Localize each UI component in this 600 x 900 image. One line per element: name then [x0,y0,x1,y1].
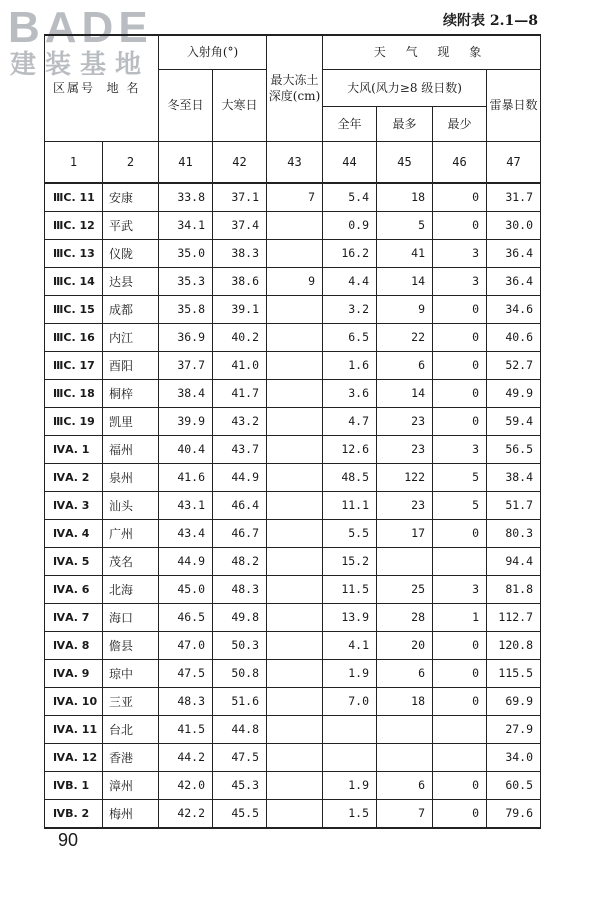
header-district-no: 区属号 [53,81,96,96]
winter-solstice-angle-cell: 45.0 [159,575,213,603]
winter-solstice-angle-cell: 35.3 [159,267,213,295]
gale-least-cell: 0 [433,631,487,659]
great-cold-angle-cell: 49.8 [213,603,267,631]
frost-depth-cell [267,603,323,631]
frost-depth-cell [267,295,323,323]
gale-annual-cell: 12.6 [323,435,377,463]
header-great-cold: 大寒日 [213,69,267,141]
winter-solstice-angle-cell: 47.5 [159,659,213,687]
table-row [45,519,541,547]
gale-least-cell: 0 [433,519,487,547]
place-name-cell: 平武 [103,211,159,239]
great-cold-angle-cell: 41.7 [213,379,267,407]
column-number: 44 [323,141,377,183]
gale-annual-cell: 5.5 [323,519,377,547]
gale-annual-cell: 3.2 [323,295,377,323]
gale-annual-cell [323,743,377,771]
winter-solstice-angle-cell: 40.4 [159,435,213,463]
table-row [45,799,541,828]
gale-least-cell: 0 [433,771,487,799]
column-number: 47 [487,141,541,183]
place-name-cell: 泉州 [103,463,159,491]
frost-depth-cell [267,575,323,603]
table-title: 续附表 2.1—8 [443,13,538,29]
winter-solstice-angle-cell: 41.5 [159,715,213,743]
gale-annual-cell: 5.4 [323,183,377,212]
header-weather: 天 气 现 象 [323,35,541,69]
gale-annual-cell: 0.9 [323,211,377,239]
winter-solstice-angle-cell: 37.7 [159,351,213,379]
district-code-cell: ⅢC. 14 [45,267,103,295]
gale-least-cell: 0 [433,799,487,828]
gale-least-cell: 5 [433,463,487,491]
gale-least-cell [433,715,487,743]
gale-most-cell: 9 [377,295,433,323]
great-cold-angle-cell: 44.9 [213,463,267,491]
header-thunder: 雷暴日数 [487,69,541,141]
great-cold-angle-cell: 43.7 [213,435,267,463]
gale-most-cell: 14 [377,267,433,295]
district-code-cell: ⅢC. 15 [45,295,103,323]
column-number: 43 [267,141,323,183]
great-cold-angle-cell: 45.5 [213,799,267,828]
frost-depth-cell [267,547,323,575]
table-row [45,435,541,463]
winter-solstice-angle-cell: 48.3 [159,687,213,715]
frost-depth-cell [267,715,323,743]
table-row [45,491,541,519]
thunder-days-cell: 30.0 [487,211,541,239]
great-cold-angle-cell: 44.8 [213,715,267,743]
district-code-cell: ⅣA. 7 [45,603,103,631]
gale-annual-cell [323,715,377,743]
great-cold-angle-cell: 48.3 [213,575,267,603]
great-cold-angle-cell: 39.1 [213,295,267,323]
district-code-cell: ⅣA. 3 [45,491,103,519]
column-number: 2 [103,141,159,183]
frost-depth-cell [267,631,323,659]
gale-annual-cell: 4.4 [323,267,377,295]
thunder-days-cell: 27.9 [487,715,541,743]
winter-solstice-angle-cell: 33.8 [159,183,213,212]
district-code-cell: ⅢC. 19 [45,407,103,435]
column-number: 41 [159,141,213,183]
table-row [45,183,541,212]
header-place-name: 地 名 [106,81,141,96]
winter-solstice-angle-cell: 42.2 [159,799,213,828]
place-name-cell: 桐梓 [103,379,159,407]
winter-solstice-angle-cell: 42.0 [159,771,213,799]
gale-least-cell: 0 [433,687,487,715]
place-name-cell: 凯里 [103,407,159,435]
district-code-cell: ⅣA. 6 [45,575,103,603]
table-row [45,547,541,575]
place-name-cell: 福州 [103,435,159,463]
district-code-cell: ⅣA. 10 [45,687,103,715]
district-code-cell: ⅣA. 5 [45,547,103,575]
district-code-cell: ⅣB. 2 [45,799,103,828]
gale-most-cell: 25 [377,575,433,603]
great-cold-angle-cell: 46.7 [213,519,267,547]
thunder-days-cell: 49.9 [487,379,541,407]
gale-most-cell: 6 [377,659,433,687]
watermark-brand: BADE [8,3,153,52]
great-cold-angle-cell: 50.3 [213,631,267,659]
column-number: 46 [433,141,487,183]
winter-solstice-angle-cell: 41.6 [159,463,213,491]
table-row [45,743,541,771]
table-row [45,659,541,687]
table-row [45,351,541,379]
page-number: 90 [58,830,79,850]
gale-least-cell: 0 [433,407,487,435]
winter-solstice-angle-cell: 44.2 [159,743,213,771]
gale-annual-cell: 16.2 [323,239,377,267]
thunder-days-cell: 34.0 [487,743,541,771]
district-code-cell: ⅣA. 8 [45,631,103,659]
winter-solstice-angle-cell: 47.0 [159,631,213,659]
district-code-cell: ⅢC. 13 [45,239,103,267]
great-cold-angle-cell: 43.2 [213,407,267,435]
column-number-row [45,141,541,183]
winter-solstice-angle-cell: 38.4 [159,379,213,407]
gale-most-cell [377,547,433,575]
gale-most-cell [377,743,433,771]
winter-solstice-angle-cell: 36.9 [159,323,213,351]
gale-most-cell: 5 [377,211,433,239]
thunder-days-cell: 60.5 [487,771,541,799]
place-name-cell: 梅州 [103,799,159,828]
thunder-days-cell: 115.5 [487,659,541,687]
frost-depth-cell [267,743,323,771]
thunder-days-cell: 36.4 [487,239,541,267]
table-row [45,631,541,659]
thunder-days-cell: 40.6 [487,323,541,351]
place-name-cell: 台北 [103,715,159,743]
thunder-days-cell: 51.7 [487,491,541,519]
gale-least-cell [433,547,487,575]
gale-least-cell: 3 [433,267,487,295]
district-code-cell: ⅢC. 11 [45,183,103,212]
district-code-cell: ⅣA. 12 [45,743,103,771]
gale-least-cell: 3 [433,435,487,463]
gale-least-cell: 0 [433,295,487,323]
district-code-cell: ⅣA. 1 [45,435,103,463]
place-name-cell: 海口 [103,603,159,631]
header-winter-solstice: 冬至日 [159,69,213,141]
gale-annual-cell: 1.9 [323,771,377,799]
climate-data-table [44,34,541,829]
place-name-cell: 漳州 [103,771,159,799]
place-name-cell: 琼中 [103,659,159,687]
header-least: 最少 [433,106,487,141]
gale-least-cell: 1 [433,603,487,631]
header-most: 最多 [377,106,433,141]
great-cold-angle-cell: 48.2 [213,547,267,575]
gale-annual-cell: 11.5 [323,575,377,603]
watermark-subtitle: 建装基地 [10,50,151,80]
place-name-cell: 香港 [103,743,159,771]
gale-least-cell: 0 [433,659,487,687]
gale-most-cell: 14 [377,379,433,407]
frost-depth-cell [267,407,323,435]
place-name-cell: 内江 [103,323,159,351]
gale-least-cell: 3 [433,575,487,603]
table-row [45,715,541,743]
gale-most-cell: 18 [377,183,433,212]
gale-annual-cell: 11.1 [323,491,377,519]
frost-depth-cell [267,491,323,519]
frost-depth-cell [267,687,323,715]
great-cold-angle-cell: 45.3 [213,771,267,799]
place-name-cell: 广州 [103,519,159,547]
table-row [45,575,541,603]
gale-least-cell: 0 [433,183,487,212]
thunder-days-cell: 79.6 [487,799,541,828]
column-number: 42 [213,141,267,183]
table-row [45,295,541,323]
frost-depth-cell [267,239,323,267]
table-row [45,687,541,715]
gale-most-cell: 23 [377,491,433,519]
header-incidence-angle: 入射角(°) [159,35,267,69]
winter-solstice-angle-cell: 43.4 [159,519,213,547]
frost-depth-cell [267,799,323,828]
gale-least-cell [433,743,487,771]
district-code-cell: ⅢC. 12 [45,211,103,239]
great-cold-angle-cell: 51.6 [213,687,267,715]
table-row [45,379,541,407]
header-gale: 大风(风力≥8 级日数) [323,69,487,106]
place-name-cell: 酉阳 [103,351,159,379]
gale-least-cell: 0 [433,379,487,407]
place-name-cell: 成都 [103,295,159,323]
great-cold-angle-cell: 38.6 [213,267,267,295]
thunder-days-cell: 81.8 [487,575,541,603]
place-name-cell: 北海 [103,575,159,603]
table-row [45,407,541,435]
thunder-days-cell: 36.4 [487,267,541,295]
district-code-cell: ⅢC. 16 [45,323,103,351]
thunder-days-cell: 80.3 [487,519,541,547]
district-code-cell: ⅣB. 1 [45,771,103,799]
gale-least-cell: 0 [433,351,487,379]
table-row [45,211,541,239]
table-body [45,183,541,828]
gale-most-cell: 23 [377,435,433,463]
place-name-cell: 仪陇 [103,239,159,267]
gale-most-cell: 7 [377,799,433,828]
gale-annual-cell: 1.6 [323,351,377,379]
gale-most-cell: 17 [377,519,433,547]
great-cold-angle-cell: 37.1 [213,183,267,212]
frost-depth-cell [267,211,323,239]
place-name-cell: 安康 [103,183,159,212]
great-cold-angle-cell: 37.4 [213,211,267,239]
place-name-cell: 达县 [103,267,159,295]
header-district-name [45,35,159,141]
gale-most-cell: 122 [377,463,433,491]
gale-most-cell: 6 [377,351,433,379]
gale-most-cell: 28 [377,603,433,631]
winter-solstice-angle-cell: 46.5 [159,603,213,631]
great-cold-angle-cell: 41.0 [213,351,267,379]
place-name-cell: 汕头 [103,491,159,519]
table-row [45,323,541,351]
district-code-cell: ⅣA. 2 [45,463,103,491]
frost-depth-cell: 7 [267,183,323,212]
frost-depth-cell [267,771,323,799]
table-row [45,239,541,267]
gale-most-cell: 41 [377,239,433,267]
gale-most-cell: 20 [377,631,433,659]
gale-most-cell: 18 [377,687,433,715]
great-cold-angle-cell: 46.4 [213,491,267,519]
place-name-cell: 三亚 [103,687,159,715]
gale-annual-cell: 6.5 [323,323,377,351]
gale-annual-cell: 1.9 [323,659,377,687]
gale-annual-cell: 15.2 [323,547,377,575]
gale-annual-cell: 4.7 [323,407,377,435]
thunder-days-cell: 94.4 [487,547,541,575]
winter-solstice-angle-cell: 43.1 [159,491,213,519]
gale-most-cell [377,715,433,743]
gale-annual-cell: 3.6 [323,379,377,407]
gale-least-cell: 0 [433,211,487,239]
winter-solstice-angle-cell: 35.0 [159,239,213,267]
gale-annual-cell: 48.5 [323,463,377,491]
great-cold-angle-cell: 47.5 [213,743,267,771]
winter-solstice-angle-cell: 35.8 [159,295,213,323]
thunder-days-cell: 120.8 [487,631,541,659]
gale-most-cell: 22 [377,323,433,351]
district-code-cell: ⅣA. 9 [45,659,103,687]
thunder-days-cell: 112.7 [487,603,541,631]
table-row [45,771,541,799]
table-row [45,267,541,295]
place-name-cell: 儋县 [103,631,159,659]
thunder-days-cell: 69.9 [487,687,541,715]
district-code-cell: ⅢC. 17 [45,351,103,379]
gale-most-cell: 6 [377,771,433,799]
frost-depth-cell [267,519,323,547]
gale-least-cell: 5 [433,491,487,519]
gale-annual-cell: 4.1 [323,631,377,659]
winter-solstice-angle-cell: 44.9 [159,547,213,575]
gale-least-cell: 0 [433,323,487,351]
frost-depth-cell [267,323,323,351]
column-number: 1 [45,141,103,183]
table-row [45,463,541,491]
thunder-days-cell: 38.4 [487,463,541,491]
district-code-cell: ⅣA. 11 [45,715,103,743]
district-code-cell: ⅢC. 18 [45,379,103,407]
thunder-days-cell: 59.4 [487,407,541,435]
gale-annual-cell: 13.9 [323,603,377,631]
thunder-days-cell: 52.7 [487,351,541,379]
frost-depth-cell: 9 [267,267,323,295]
thunder-days-cell: 34.6 [487,295,541,323]
frost-depth-cell [267,463,323,491]
gale-most-cell: 23 [377,407,433,435]
gale-least-cell: 3 [433,239,487,267]
frost-depth-cell [267,379,323,407]
thunder-days-cell: 56.5 [487,435,541,463]
district-code-cell: ⅣA. 4 [45,519,103,547]
table-row [45,603,541,631]
gale-annual-cell: 1.5 [323,799,377,828]
winter-solstice-angle-cell: 39.9 [159,407,213,435]
header-annual: 全年 [323,106,377,141]
column-number: 45 [377,141,433,183]
header-frost-depth: 最大冻土深度(cm) [267,35,323,141]
great-cold-angle-cell: 38.3 [213,239,267,267]
frost-depth-cell [267,659,323,687]
winter-solstice-angle-cell: 34.1 [159,211,213,239]
gale-annual-cell: 7.0 [323,687,377,715]
great-cold-angle-cell: 50.8 [213,659,267,687]
great-cold-angle-cell: 40.2 [213,323,267,351]
frost-depth-cell [267,435,323,463]
thunder-days-cell: 31.7 [487,183,541,212]
frost-depth-cell [267,351,323,379]
place-name-cell: 茂名 [103,547,159,575]
